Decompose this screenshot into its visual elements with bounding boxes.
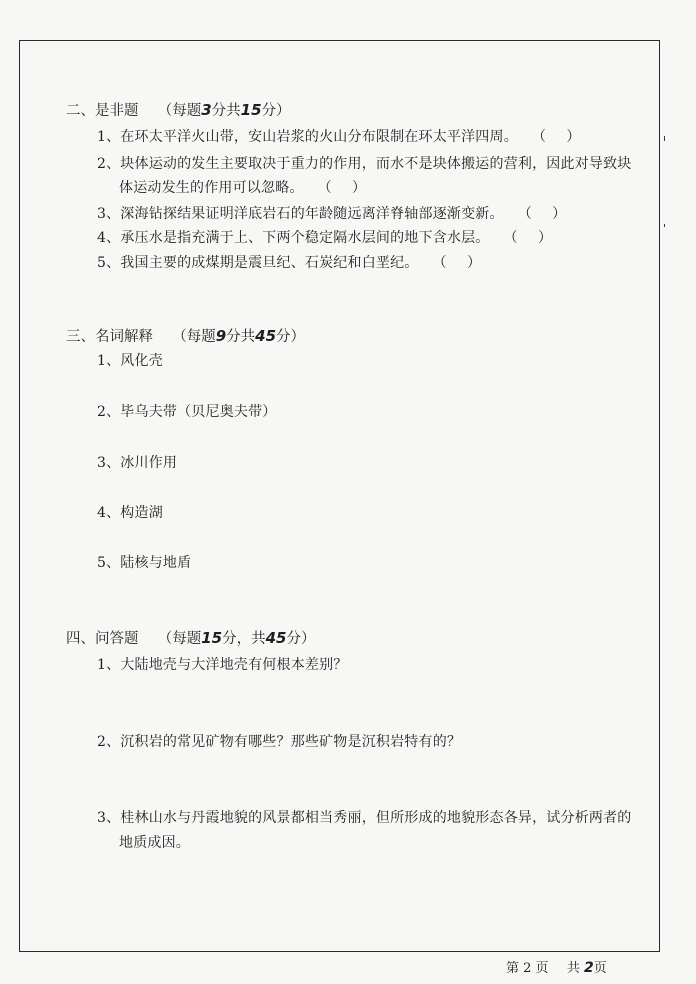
answer-blank: （ ）	[432, 255, 489, 271]
question-item: 2、毕乌夫带（贝尼奥夫带）	[97, 404, 277, 420]
question-item: 4、构造湖	[97, 505, 163, 521]
question-item: 3、桂林山水与丹霞地貌的风景都相当秀丽，但所形成的地貌形态各异，试分析两者的	[97, 810, 632, 826]
scan-mark	[664, 224, 665, 227]
page-footer: 第 2 页 共 2页	[506, 960, 607, 976]
question-item: 1、在环太平洋火山带，安山岩浆的火山分布限制在环太平洋四周。 （ ）	[97, 126, 588, 146]
question-item: 3、冰川作用	[97, 455, 178, 471]
handwritten-score: 15	[201, 629, 223, 647]
total-pages: 2	[583, 960, 594, 976]
handwritten-score: 9	[215, 327, 227, 345]
question-item: 1、大陆地壳与大洋地壳有何根本差别？	[97, 657, 348, 673]
answer-blank: （ ）	[517, 206, 575, 222]
question-item: 5、陆核与地盾	[97, 555, 192, 571]
handwritten-score: 45	[265, 629, 287, 647]
answer-blank: （ ）	[531, 129, 589, 145]
question-item: 5、我国主要的成煤期是震旦纪、石炭纪和白垩纪。 （ ）	[97, 252, 489, 272]
question-item: 3、深海钻探结果证明洋底岩石的年龄随远离洋脊轴部逐渐变新。 （ ）	[97, 203, 574, 223]
question-item: 1、风化壳	[97, 353, 163, 369]
scan-mark	[664, 136, 665, 141]
section-heading-true-false: 二、是非题 （每题3分共15分）	[66, 101, 291, 119]
section-heading-essay: 四、问答题 （每题15分，共45分）	[66, 629, 316, 647]
answer-blank: （ ）	[317, 180, 375, 196]
handwritten-score: 3	[201, 101, 212, 119]
question-item-continuation: 体运动发生的作用可以忽略。 （ ）	[119, 177, 374, 197]
page-number: 第 2 页	[506, 961, 549, 976]
handwritten-score: 45	[255, 327, 277, 345]
section-heading-terms: 三、名词解释 （每题9分共45分）	[66, 327, 306, 345]
question-item-continuation: 地质成因。	[119, 835, 190, 851]
question-item: 2、块体运动的发生主要取决于重力的作用，而水不是块体搬运的营利，因此对导致块	[97, 156, 632, 172]
handwritten-score: 15	[240, 101, 262, 119]
question-item: 2、沉积岩的常见矿物有哪些？那些矿物是沉积岩特有的？	[97, 734, 462, 750]
question-item: 4、承压水是指充满于上、下两个稳定隔水层间的地下含水层。 （ ）	[97, 227, 560, 247]
answer-blank: （ ）	[503, 230, 560, 246]
